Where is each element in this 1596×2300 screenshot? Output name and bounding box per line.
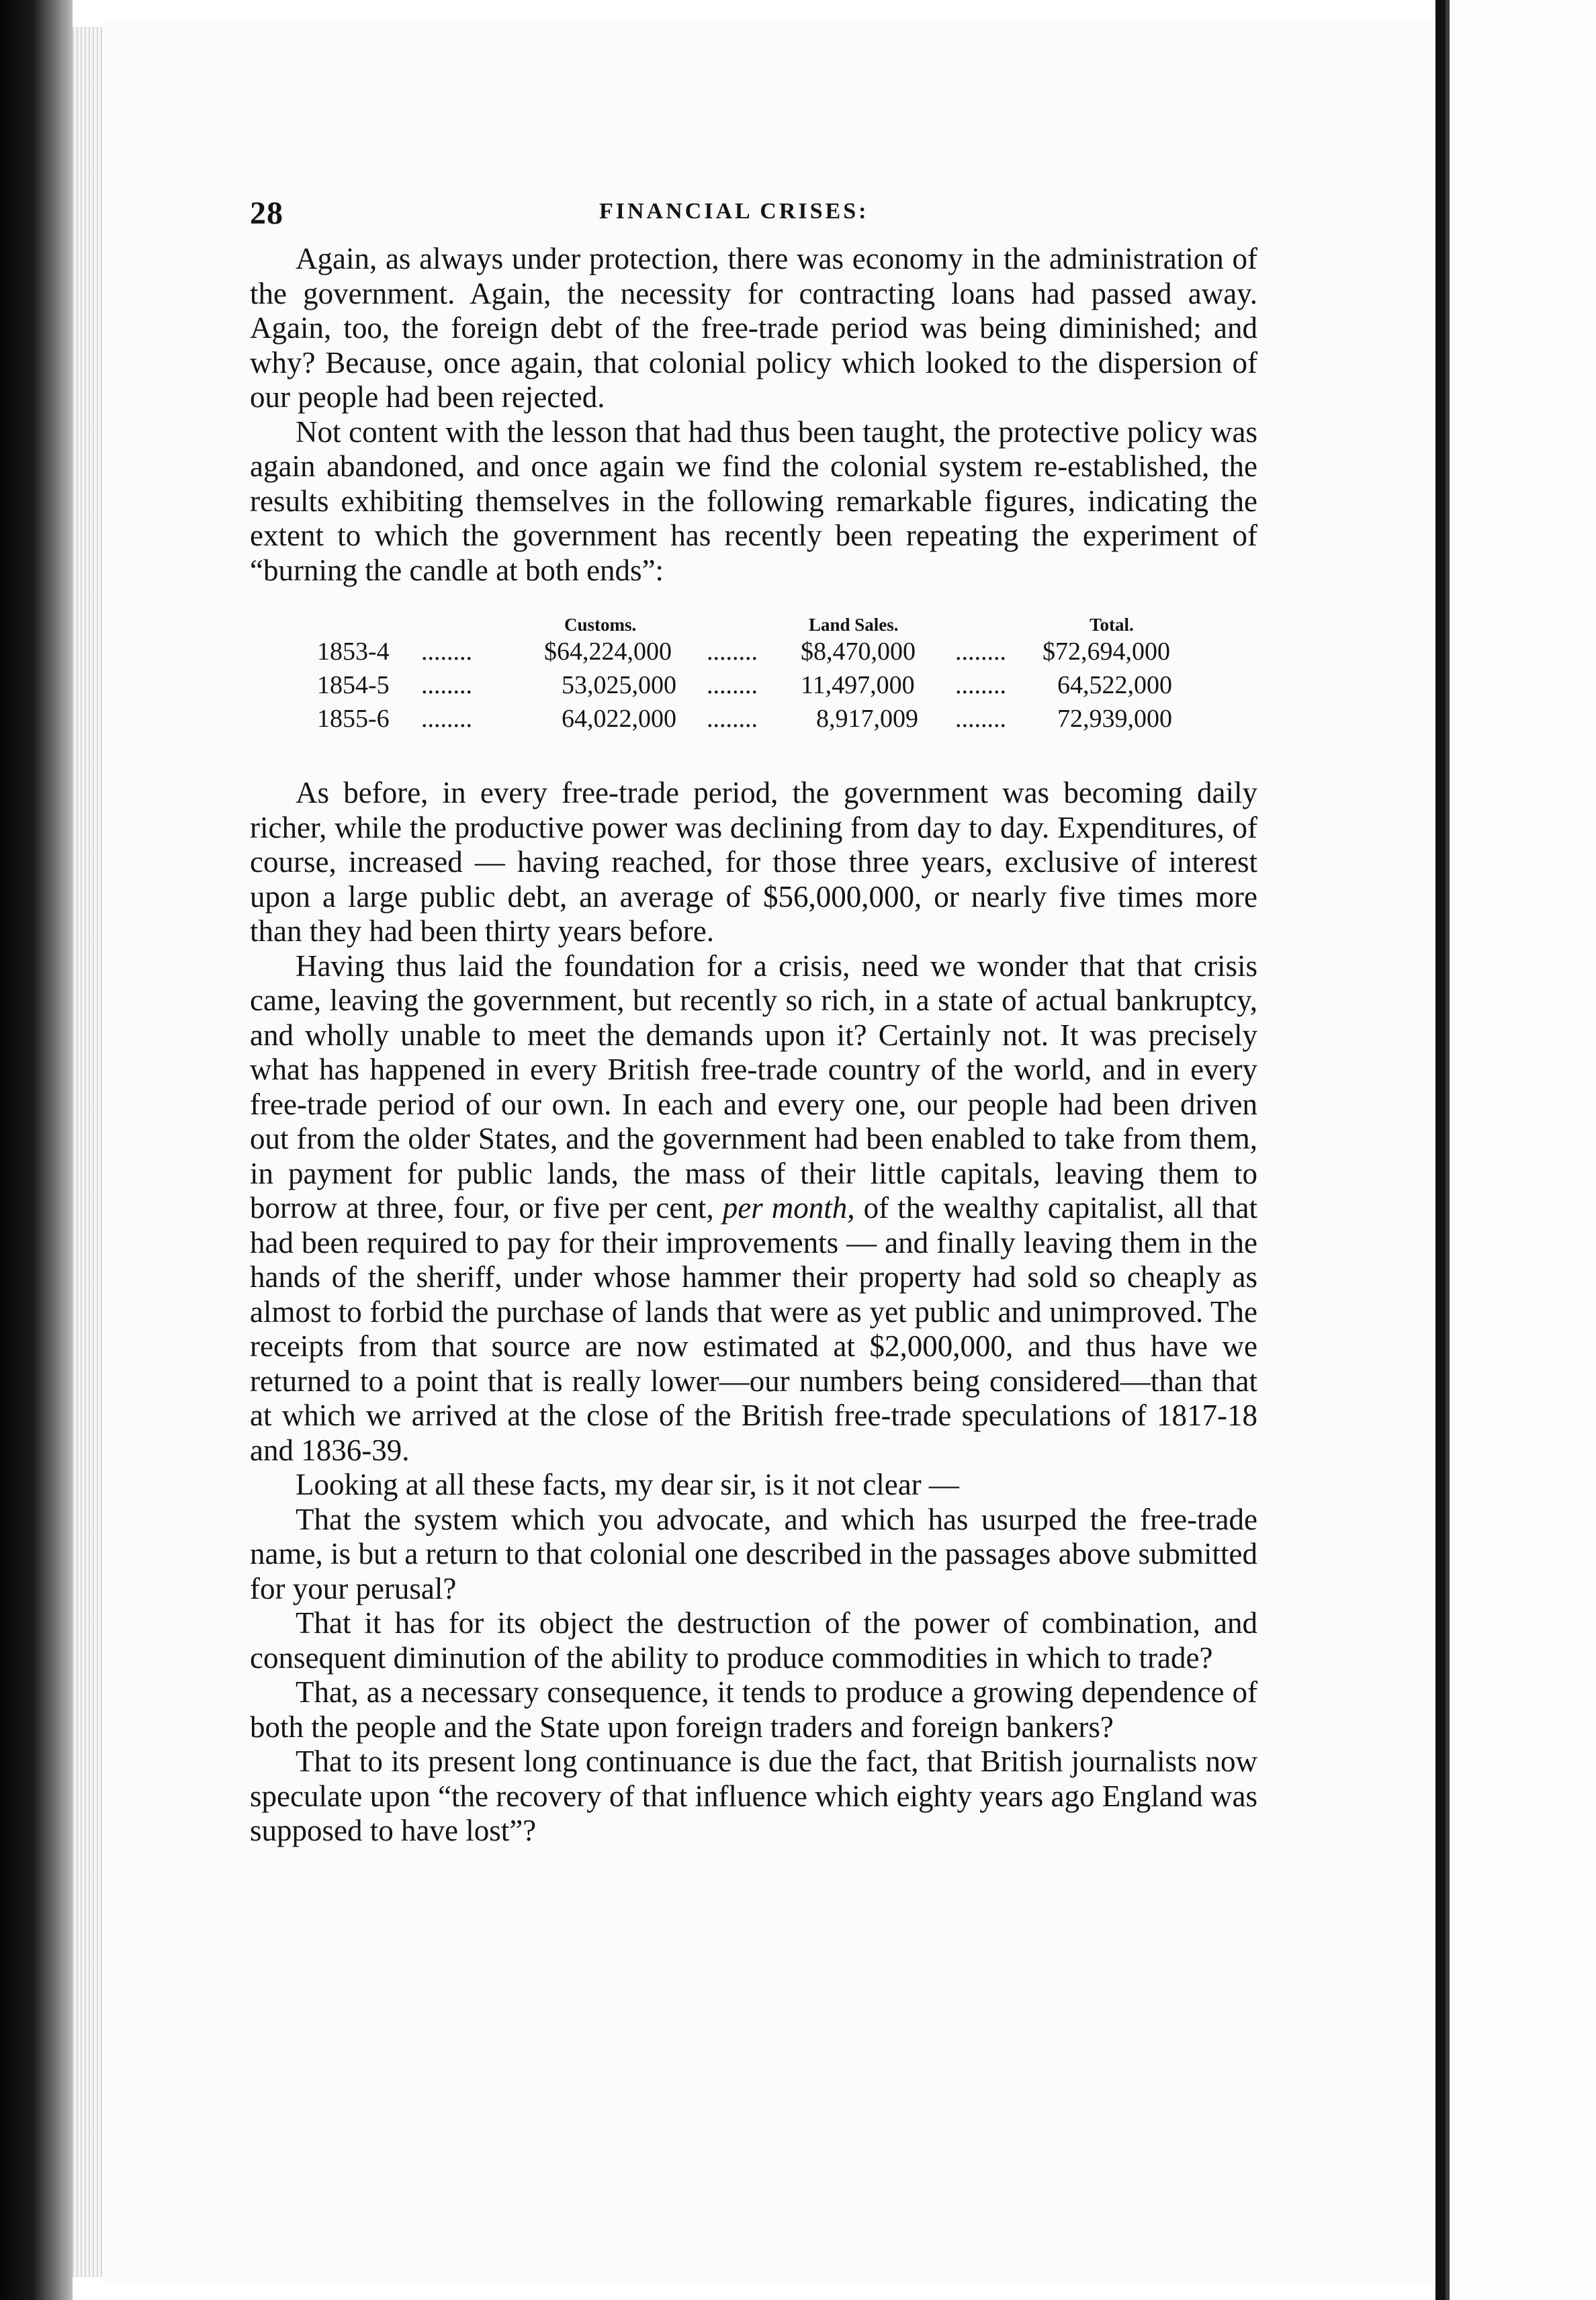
paragraph: Looking at all these facts, my dear sir, is it not clear — (296, 1468, 959, 1501)
cell-total: 64,522,000 (1057, 671, 1172, 699)
paragraph: That the system which you advocate, and which has usurped the free-trade name, is but a return to that colonial one described in the passages above submitted for your perusal? (250, 1502, 1257, 1605)
italic-phrase: per month, (722, 1191, 855, 1225)
gutter-shadow (1435, 0, 1446, 2300)
revenue-table (250, 608, 1257, 749)
cell-land-sales: $8,470,000 (801, 637, 916, 666)
cell-land-sales: 11,497,000 (801, 671, 915, 699)
table-row (250, 668, 1257, 702)
page-title: FINANCIAL CRISES: (599, 199, 869, 224)
facing-page (1446, 0, 1596, 2300)
paragraph (250, 949, 1257, 1468)
paragraph: That, as a necessary consequence, it tends to produce a growing dependence of both the people and the State upon foreign traders and foreign bankers? (250, 1675, 1257, 1744)
cell-year: 1853-4 (317, 637, 390, 666)
cell-total: 72,939,000 (1057, 705, 1172, 733)
leader-dots: ........ (955, 671, 1006, 699)
leader-dots: ........ (955, 637, 1006, 666)
paragraph-text: Having thus laid the foundation for a crisis, need we wonder that that crisis came, leaving the government, but recently so rich, in a state of actual bankruptcy, and wholly unable to meet the demands upon it? Certainly not. It was precisely what has happened in every British free-trade country of the world, and in every free-trade period of our own. In each and every one, our people had been driven out from the older States, and the government had been enabled to take from them, in payment for public lands, the mass of their little capitals, leaving them to borrow at three, four, or five per cent, (250, 948, 1257, 1225)
cell-customs: $64,224,000 (544, 637, 672, 666)
page-number: 28 (250, 195, 283, 231)
paragraph-text: of the wealthy capitalist, all that had been required to pay for their improvements — and finally leaving them in the hands of the sheriff, under whose hammer their property had sold so cheaply as almost to forbid the purchase of lands that were as yet public and unimproved. The receipts from that source are now estimated at $2,000,000, and thus have we returned to a point that is really lower—our numbers being considered—than that at which we arrived at the close of the British free-trade speculations of 1817-18 and 1836-39. (250, 1191, 1258, 1467)
page-stack-edge (73, 27, 102, 2277)
paragraph: Not content with the lesson that had thus been taught, the protective policy was again abandoned, and once again we find the colonial system re-established, the results exhibiting themselves in the following remarkable figures, indicating the extent to which the government has recently been repeating the experiment of “burning the candle at both ends”: (250, 414, 1257, 587)
cell-customs: 64,022,000 (562, 705, 676, 733)
leader-dots: ........ (421, 637, 472, 666)
paragraph: Again, as always under protection, there was economy in the administration of the government. Again, the necessity for contracting loans had passed away. Again, too, the foreign debt of the free-trade period was being diminished; and why? Because, once again, that colonial policy which looked to the dispersion of our people had been rejected. (250, 242, 1257, 414)
cell-total: $72,694,000 (1043, 637, 1170, 666)
paragraph: That it has for its object the destruction of the power of combination, and consequent diminution of the ability to produce commodities in which to trade? (250, 1606, 1257, 1675)
table-header-total: Total. (1090, 615, 1134, 635)
book-binding-edge (0, 0, 73, 2300)
cell-year: 1854-5 (317, 671, 390, 699)
leader-dots: ........ (707, 671, 758, 699)
page-content (250, 188, 1257, 1849)
table-row (250, 702, 1257, 736)
leader-dots: ........ (421, 671, 472, 699)
table-header-customs: Customs. (564, 615, 637, 635)
table-row (250, 635, 1257, 668)
running-head (250, 188, 1257, 242)
paragraph: That to its present long continuance is due the fact, that British journalists now speculate upon “the recovery of that influence which eighty years ago England was supposed to have lost”? (250, 1744, 1257, 1847)
table-header-land-sales: Land Sales. (809, 615, 899, 635)
cell-land-sales: 8,917,009 (816, 705, 918, 733)
leader-dots: ........ (955, 705, 1006, 733)
cell-customs: 53,025,000 (562, 671, 676, 699)
paragraph: As before, in every free-trade period, the government was becoming daily richer, while the productive power was declining from day to day. Expenditures, of course, increased — having reached, for those three years, exclusive of interest upon a large public debt, an average of $56,000,000, or nearly five times more than they had been thirty years before. (250, 776, 1257, 948)
leader-dots: ........ (421, 705, 472, 733)
leader-dots: ........ (707, 705, 758, 733)
leader-dots: ........ (707, 637, 758, 666)
cell-year: 1855-6 (317, 705, 390, 733)
